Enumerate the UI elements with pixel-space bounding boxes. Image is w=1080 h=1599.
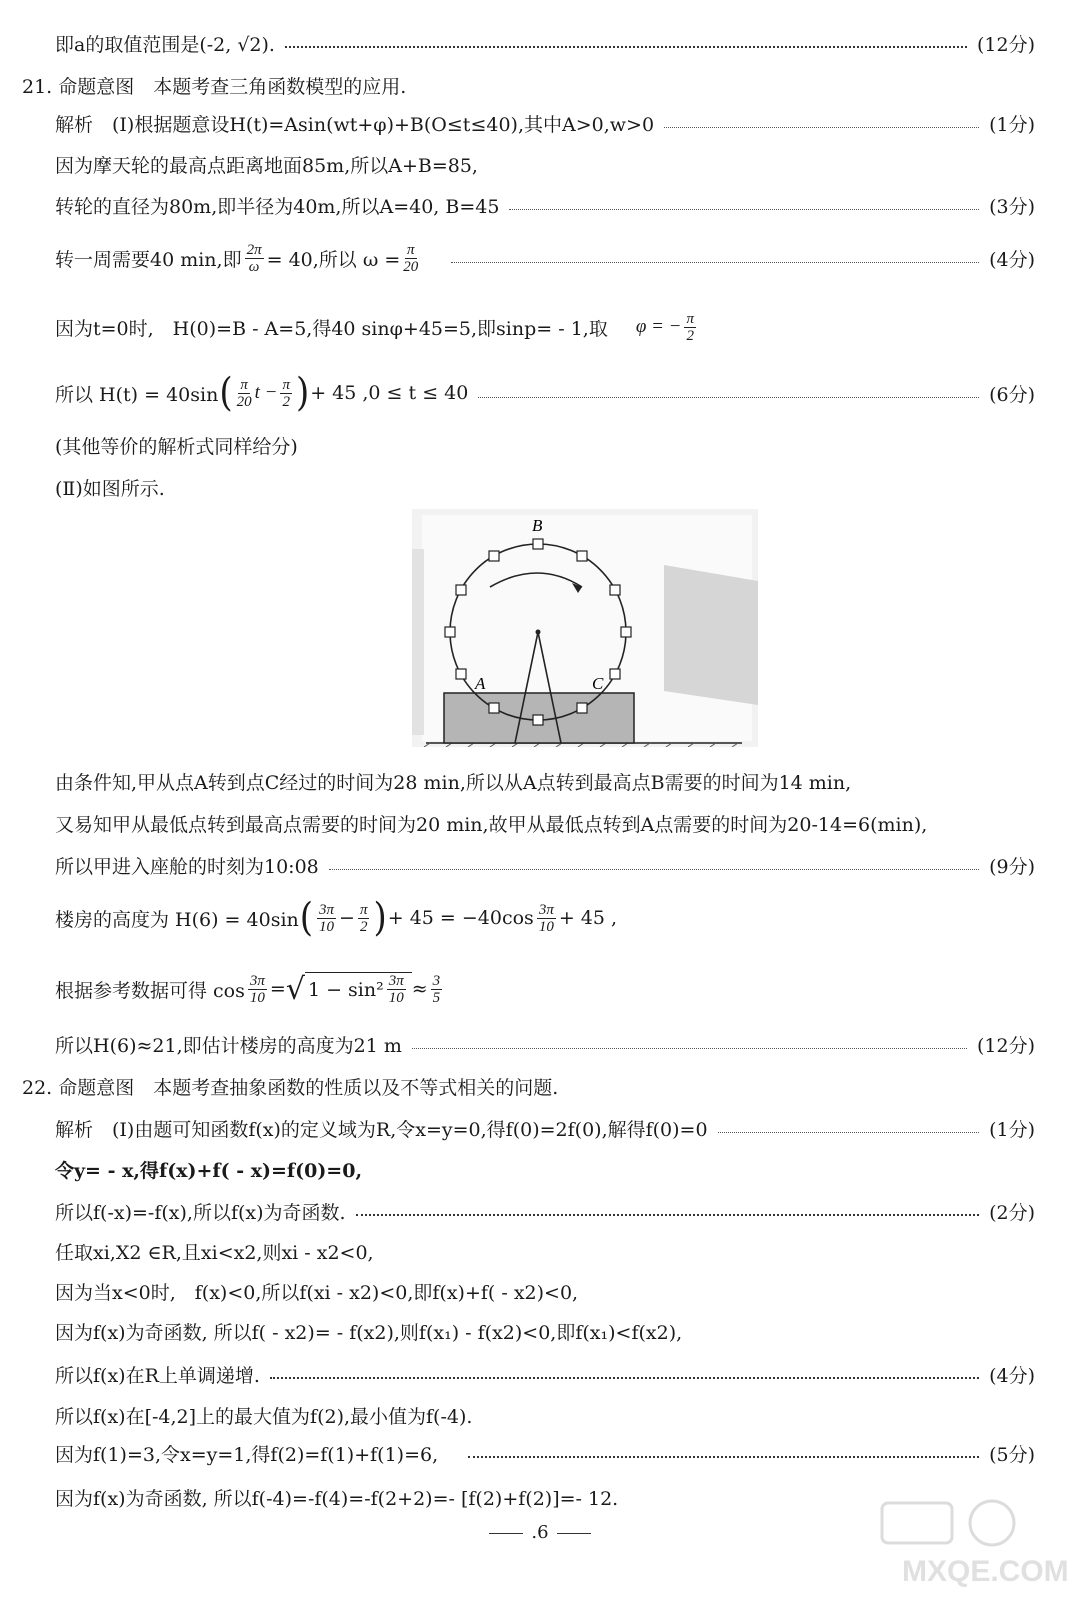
numerator: 3π xyxy=(319,901,335,918)
score: (6分) xyxy=(989,383,1035,406)
numerator: π xyxy=(686,310,694,327)
text: 因为f(1)=3,令x=y=1,得f(2)=f(1)+f(1)=6, xyxy=(55,1443,439,1466)
q22-step-1 xyxy=(55,1113,1035,1143)
score: (12分) xyxy=(976,33,1035,56)
fraction xyxy=(403,242,418,275)
fraction xyxy=(280,377,292,410)
q22-step-2 xyxy=(55,1154,1035,1184)
numerator: 3 xyxy=(432,972,441,989)
score: (1分) xyxy=(989,1118,1035,1141)
text: 因为当x<0时, f(x)<0,所以f(xi - x2)<0,即f(x)+f( - x2)<0, xyxy=(55,1281,579,1304)
left-paren: ( xyxy=(299,895,314,941)
score: (4分) xyxy=(989,248,1035,271)
text: 转轮的直径为80m,即半径为40m,所以A=40, B=45 xyxy=(55,195,500,218)
q21-part-2 xyxy=(55,472,1035,502)
left-paren: ( xyxy=(219,370,233,416)
fraction xyxy=(317,902,336,935)
leader-dots xyxy=(718,1132,980,1133)
text: = 40,所以 ω = xyxy=(266,248,401,271)
answer-line xyxy=(55,28,1035,58)
denominator: 2 xyxy=(282,393,290,410)
leader-dots xyxy=(468,1456,979,1458)
denominator: 10 xyxy=(249,989,265,1006)
text: − xyxy=(339,907,355,929)
q22-step-3 xyxy=(55,1196,1035,1226)
fraction xyxy=(245,242,264,275)
numerator: 3π xyxy=(388,973,404,989)
denominator: ω xyxy=(248,258,260,275)
leader-dots xyxy=(664,127,979,128)
ferris-wheel-figure xyxy=(412,509,758,747)
q22-step-9 xyxy=(55,1438,1035,1468)
fraction xyxy=(684,311,696,344)
text: (Ⅱ)如图所示. xyxy=(55,477,165,500)
text: 解析 (I)根据题意设H(t)=Asin(wt+φ)+B(O≤t≤40),其中A>0,w>0 xyxy=(55,113,655,136)
fraction xyxy=(387,973,406,1006)
leader-dots xyxy=(285,46,967,48)
numerator: 3π xyxy=(538,901,554,918)
text: = xyxy=(269,978,286,1000)
denominator: 20 xyxy=(403,258,419,275)
question-22-title xyxy=(22,1071,1035,1101)
text: 楼房的高度为 H(6) = 40sin xyxy=(55,908,299,931)
q21-step-11 xyxy=(55,850,1035,880)
text: 根据参考数据可得 cos xyxy=(55,979,245,1002)
numerator: π xyxy=(240,376,248,393)
leader-dots xyxy=(451,262,979,263)
watermark-logo xyxy=(842,1493,1072,1593)
text: (其他等价的解析式同样给分) xyxy=(55,435,298,458)
text: 所以H(6)≈21,即估计楼房的高度为21 m xyxy=(55,1034,402,1057)
q21-step-6 xyxy=(55,372,1035,414)
right-paren: ) xyxy=(373,895,387,941)
text: 所以 H(t) = 40sin xyxy=(55,383,219,406)
text: 令y= - x,得f(x)+f( - x)=f(0)=0, xyxy=(55,1159,363,1182)
text: 21. 命题意图 本题考查三角函数模型的应用. xyxy=(22,75,407,98)
q21-note xyxy=(55,430,1035,460)
question-21-title xyxy=(22,70,1035,100)
label-b: B xyxy=(532,516,543,535)
q22-step-7 xyxy=(55,1359,1035,1389)
text: + 45 = −40cos xyxy=(387,907,534,929)
fraction xyxy=(358,902,370,935)
fraction xyxy=(237,377,252,410)
square-root xyxy=(286,972,412,1007)
q22-step-5 xyxy=(55,1276,1035,1306)
denominator: 2 xyxy=(686,327,694,344)
text: t − xyxy=(254,382,278,403)
q21-step-9 xyxy=(55,766,1035,796)
q21-step-12 xyxy=(55,896,1035,940)
denominator: 20 xyxy=(236,393,252,410)
numerator: π xyxy=(359,901,368,918)
score: (3分) xyxy=(989,195,1035,218)
score: (9分) xyxy=(989,855,1035,878)
text: 即a的取值范围是(-2, √2). xyxy=(55,33,275,56)
radicand xyxy=(305,972,412,1006)
text: 所以甲进入座舱的时刻为10:08 xyxy=(55,855,319,878)
q22-step-4 xyxy=(55,1236,1035,1266)
denominator: 2 xyxy=(359,918,368,935)
q21-step-10 xyxy=(55,808,1035,838)
text: 由条件知,甲从点A转到点C经过的时间为28 min,所以从A点转到最高点B需要的时间为14 min, xyxy=(55,771,852,794)
text: 所以f(-x)=-f(x),所以f(x)为奇函数. xyxy=(55,1201,346,1224)
footer-dash xyxy=(557,1533,591,1534)
text: 22. 命题意图 本题考查抽象函数的性质以及不等式相关的问题. xyxy=(22,1076,559,1099)
text: 所以f(x)在[-4,2]上的最大值为f(2),最小值为f(-4). xyxy=(55,1405,473,1428)
radical-sign: √ xyxy=(285,971,305,1007)
denominator: 5 xyxy=(432,989,441,1006)
q21-step-2 xyxy=(55,149,1035,179)
text: 所以f(x)在R上单调递增. xyxy=(55,1364,260,1387)
text: φ = − xyxy=(635,316,682,337)
label-a: A xyxy=(475,674,486,693)
numerator: π xyxy=(282,376,290,393)
q22-step-8 xyxy=(55,1400,1035,1430)
text: 因为f(x)为奇函数, 所以f( - x2)= - f(x2),则f(x₁) - f(x2)<0,即f(x₁)<f(x2), xyxy=(55,1321,683,1344)
q21-step-14 xyxy=(55,1029,1035,1059)
text: + 45 ,0 ≤ t ≤ 40 xyxy=(310,382,469,404)
text: 因为摩天轮的最高点距离地面85m,所以A+B=85, xyxy=(55,154,478,177)
right-paren: ) xyxy=(295,370,310,416)
text: 解析 (I)由题可知函数f(x)的定义域为R,令x=y=0,得f(0)=2f(0),解得f(0)=0 xyxy=(55,1118,708,1141)
q21-step-1 xyxy=(55,108,1035,138)
text: 1 − sin² xyxy=(307,978,384,1001)
text: + 45 , xyxy=(558,907,618,929)
denominator: 10 xyxy=(388,990,404,1006)
text: ≈ xyxy=(411,978,428,1000)
leader-dots xyxy=(412,1048,967,1049)
leader-dots xyxy=(509,209,979,210)
q21-step-13 xyxy=(55,966,1035,1012)
label-c: C xyxy=(592,674,604,693)
fraction xyxy=(431,973,443,1006)
q21-step-3 xyxy=(55,190,1035,220)
denominator: 10 xyxy=(538,918,554,935)
text: 任取xi,X2 ∈R,且xi<x2,则xi - x2<0, xyxy=(55,1241,374,1264)
leader-dots xyxy=(478,397,979,398)
fraction xyxy=(537,902,556,935)
watermark-text: MXQE.COM xyxy=(902,1555,1069,1588)
numerator: 2π xyxy=(246,241,262,258)
leader-dots xyxy=(270,1377,979,1379)
numerator: 3π xyxy=(249,972,265,989)
denominator: 10 xyxy=(319,918,335,935)
score: (1分) xyxy=(989,113,1035,136)
footer-dash xyxy=(489,1533,523,1534)
numerator: π xyxy=(407,241,415,258)
q21-step-5 xyxy=(55,307,1035,347)
text: 因为f(x)为奇函数, 所以f(-4)=-f(4)=-f(2+2)=- [f(2)+f(2)]=- 12. xyxy=(55,1487,619,1510)
score: (4分) xyxy=(989,1364,1035,1387)
q22-step-6 xyxy=(55,1316,1035,1346)
score: (2分) xyxy=(989,1201,1035,1224)
fraction xyxy=(248,973,267,1006)
text: 又易知甲从最低点转到最高点需要的时间为20 min,故甲从最低点转到A点需要的时间为20-14=6(min), xyxy=(55,813,928,836)
text: 转一周需要40 min,即 xyxy=(55,248,242,271)
text: 因为t=0时, H(0)=B - A=5,得40 sinφ+45=5,即sinp= - 1,取 xyxy=(55,317,608,340)
q21-step-4 xyxy=(55,238,1035,278)
leader-dots xyxy=(329,869,979,870)
score: (12分) xyxy=(976,1034,1035,1057)
page-number: .6 xyxy=(531,1522,549,1543)
score: (5分) xyxy=(989,1443,1035,1466)
leader-dots xyxy=(356,1214,980,1216)
